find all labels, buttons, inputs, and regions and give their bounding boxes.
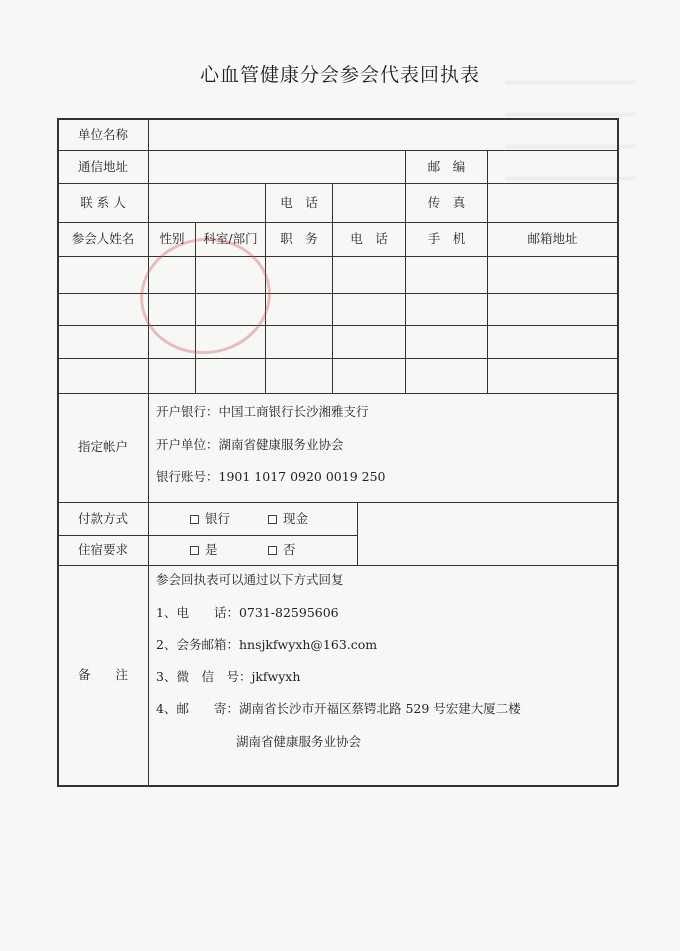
lodging-option-no[interactable]: 否 (268, 542, 296, 558)
notes-item-wechat: 3、微 信 号：jkfwyxh (156, 669, 301, 684)
notes-item-phone: 1、电 话：0731-82595606 (156, 605, 339, 620)
lodging-label: 住宿要求 (77, 542, 128, 557)
payment-label: 付款方式 (77, 511, 128, 526)
unit-name-label: 单位名称 (77, 127, 128, 142)
checkbox-icon[interactable] (268, 515, 277, 524)
account-holder-line: 开户单位：湖南省健康服务业协会 (156, 437, 344, 452)
header-gender: 性别 (159, 231, 185, 246)
bank-name-line: 开户银行：中国工商银行长沙湘雅支行 (156, 404, 369, 419)
contact-label: 联 系 人 (80, 195, 126, 210)
checkbox-icon[interactable] (190, 546, 199, 555)
page-title: 心血管健康分会参会代表回执表 (199, 64, 480, 86)
checkbox-icon[interactable] (268, 546, 277, 555)
lodging-option-yes[interactable]: 是 (190, 542, 218, 558)
phone-label: 电 话 (280, 195, 318, 210)
address-label: 通信地址 (77, 159, 128, 174)
notes-item-email: 2、会务邮箱：hnsjkfwyxh@163.com (156, 637, 378, 652)
payment-option-bank[interactable]: 银行 (190, 511, 230, 527)
payment-option-cash[interactable]: 现金 (268, 511, 308, 527)
notes-label: 备 注 (77, 667, 128, 682)
fax-label: 传 真 (427, 195, 466, 210)
notes-recipient: 湖南省健康服务业协会 (236, 734, 362, 749)
header-position: 职 务 (280, 231, 318, 246)
header-email: 邮箱地址 (527, 231, 578, 246)
checkbox-icon[interactable] (190, 515, 199, 524)
header-mobile: 手 机 (427, 231, 466, 246)
account-number-line: 银行账号：1901 1017 0920 0019 250 (156, 469, 386, 484)
postcode-label: 邮 编 (427, 159, 466, 174)
notes-intro: 参会回执表可以通过以下方式回复 (156, 572, 344, 587)
header-name: 参会人姓名 (71, 231, 135, 246)
account-label: 指定帐户 (77, 439, 128, 454)
notes-item-mail: 4、邮 寄：湖南省长沙市开福区蔡锷北路 529 号宏建大厦二楼 (156, 701, 521, 716)
header-phone: 电 话 (350, 231, 388, 246)
header-department: 科室/部门 (203, 231, 258, 246)
